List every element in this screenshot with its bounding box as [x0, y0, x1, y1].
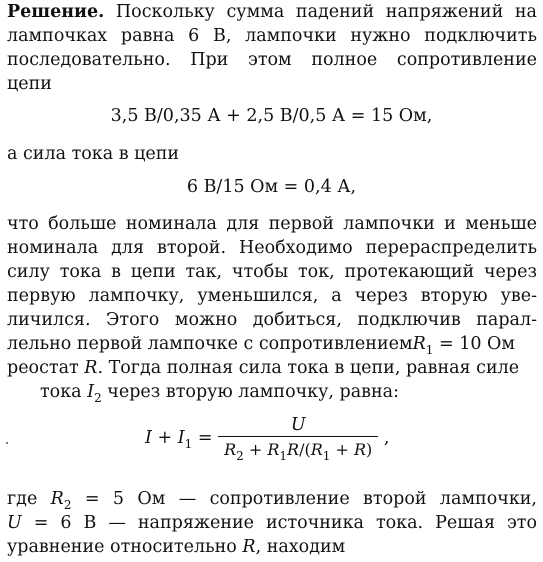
eq3-den-R1b: R	[310, 440, 323, 459]
paragraph1-line2: лампочках равна 6 В, лампочки нужно подключить	[7, 26, 537, 46]
paragraph3-line1-pre: где	[7, 489, 51, 509]
sub-2: 2	[94, 391, 102, 405]
eq3-I: I	[145, 427, 152, 448]
paragraph2-line8-post: через вторую лампочку, равна:	[101, 382, 400, 402]
paragraph1-line4: цепи	[7, 74, 52, 94]
eq3-den-R2: R	[224, 440, 237, 459]
eq3-den-close: )	[366, 440, 373, 459]
paragraph3-line3-post: , находим	[255, 537, 346, 557]
sub-2b: 2	[63, 498, 72, 512]
eq3-equals: =	[192, 427, 213, 448]
eq3-den-R: R	[287, 440, 300, 459]
eq3-plus: +	[151, 427, 178, 448]
paragraph3-line1	[7, 487, 537, 512]
paragraph3-line2-post: = 6 В — напряжение источника тока. Решая это	[21, 513, 537, 533]
eq3-den-slash: /(	[299, 440, 311, 459]
paragraph2-line5: личился. Этого можно добиться, подключив парал-	[7, 310, 537, 330]
margin-dot	[6, 442, 8, 444]
paragraph3-line2	[7, 511, 537, 535]
current-intro-line: а сила тока в цепи	[7, 144, 180, 164]
eq3-den-R2-sub: 2	[236, 449, 244, 463]
eq3-fraction	[218, 414, 378, 462]
eq3-numerator: U	[290, 415, 306, 435]
paragraph2-line3: силу тока в цепи так, чтобы ток, протекающий через	[7, 262, 537, 282]
equation-kirchhoff	[145, 414, 445, 462]
paragraph3-line3-pre: уравнение относительно	[7, 537, 243, 557]
paragraph2-line6	[7, 332, 537, 357]
solution-heading: Решение.	[7, 2, 105, 22]
eq3-den-plus2: +	[330, 440, 354, 459]
var-R1: R	[412, 334, 426, 354]
eq3-den-R1-sub: 1	[279, 449, 288, 463]
paragraph1-line1	[7, 0, 537, 24]
paragraph2-line7	[7, 356, 537, 380]
eq3-trail: ,	[383, 428, 390, 448]
eq3-den-R1: R	[267, 440, 280, 459]
paragraph1-line3: последовательно. При этом полное сопротивление	[7, 50, 537, 70]
var-R-final: R	[242, 537, 256, 557]
paragraph2-line2: номинала для второй. Необходимо перераспределить	[7, 238, 537, 258]
paragraph1-line1-text: Поскольку сумма падений напряжений на	[115, 2, 537, 22]
paragraph2-line4: первую лампочку, уменьшился, а через вторую уве-	[7, 286, 537, 306]
paragraph3-line3	[7, 535, 537, 559]
var-U: U	[7, 513, 22, 533]
r1-value: = 10 Ом	[433, 334, 515, 354]
equation-total-resistance: 3,5 В/0,35 А + 2,5 В/0,5 А = 15 Ом,	[110, 106, 433, 126]
paragraph2-line8-pre: тока	[40, 382, 88, 402]
eq3-denominator	[218, 436, 378, 462]
eq3-den-Rb: R	[354, 440, 367, 459]
eq3-den-R1b-sub: 1	[322, 449, 331, 463]
var-I2: I	[87, 382, 95, 402]
paragraph3-line1-post: = 5 Ом — сопротивление второй лампочки,	[71, 489, 537, 509]
paragraph2-line7-pre: реостат	[7, 358, 85, 378]
var-R2: R	[50, 489, 64, 509]
paragraph2-line7-post: . Тогда полная сила тока в цепи, равная силе	[97, 358, 520, 378]
eq3-I1: I	[177, 427, 185, 448]
equation-current: 6 В/15 Ом = 0,4 А,	[186, 177, 357, 197]
paragraph2-line6-text: лельно первой лампочке с сопротивлением	[7, 334, 413, 354]
eq3-I1-sub: 1	[184, 436, 193, 451]
sub-1: 1	[425, 343, 434, 357]
paragraph2-line8	[40, 380, 543, 405]
paragraph2-line1: что больше номинала для первой лампочки и меньше	[7, 214, 537, 234]
eq3-den-plus: +	[243, 440, 268, 459]
var-R: R	[84, 358, 98, 378]
